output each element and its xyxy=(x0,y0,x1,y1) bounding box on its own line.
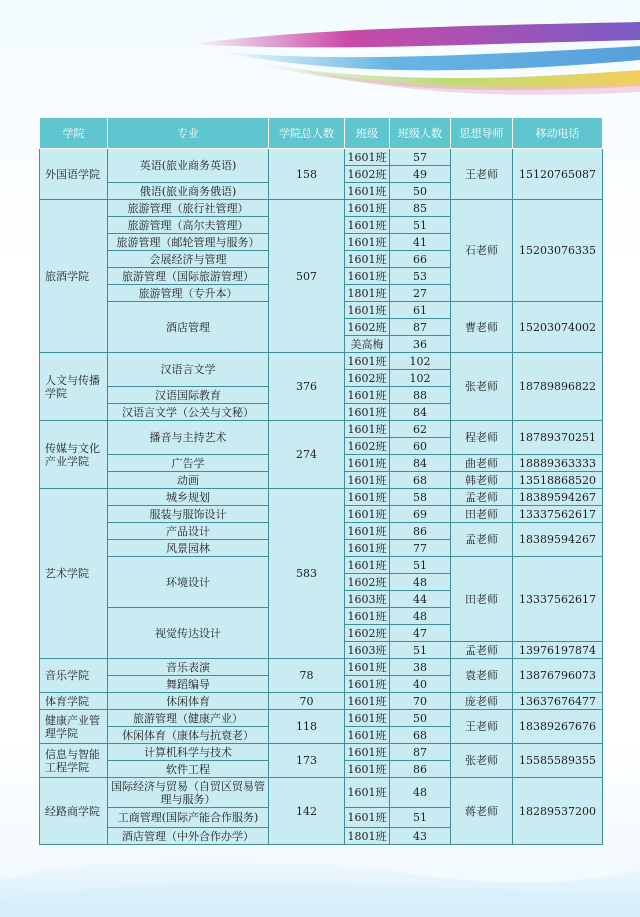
class-size-cell: 87 xyxy=(390,319,451,336)
class-cell: 1601班 xyxy=(345,387,390,404)
class-size-cell: 51 xyxy=(390,642,451,659)
table-row xyxy=(40,778,603,808)
class-cell: 1601班 xyxy=(345,353,390,370)
class-cell: 1601班 xyxy=(345,234,390,251)
class-cell: 1601班 xyxy=(345,761,390,778)
class-cell: 1601班 xyxy=(345,557,390,574)
major-cell: 旅游管理（邮轮管理与服务） xyxy=(108,234,269,251)
class-cell: 1601班 xyxy=(345,268,390,285)
class-cell: 1801班 xyxy=(345,285,390,302)
header-college: 学院 xyxy=(40,118,108,149)
class-size-cell: 62 xyxy=(390,421,451,438)
major-cell: 酒店管理（中外合作办学） xyxy=(108,828,269,845)
phone-cell: 18389594267 xyxy=(513,489,603,506)
class-cell: 1601班 xyxy=(345,183,390,200)
class-size-cell: 77 xyxy=(390,540,451,557)
major-cell: 休闲体育 xyxy=(108,693,269,710)
class-cell: 1602班 xyxy=(345,438,390,455)
advisor-cell: 袁老师 xyxy=(451,659,513,693)
class-cell: 1601班 xyxy=(345,778,390,808)
major-cell: 动画 xyxy=(108,472,269,489)
class-size-cell: 48 xyxy=(390,778,451,808)
class-cell: 1601班 xyxy=(345,200,390,217)
class-cell: 1801班 xyxy=(345,828,390,845)
major-cell: 工商管理(国际产能合作服务) xyxy=(108,808,269,828)
class-cell: 1601班 xyxy=(345,540,390,557)
class-cell: 1601班 xyxy=(345,693,390,710)
table-row xyxy=(40,421,603,438)
major-cell: 环境设计 xyxy=(108,557,269,608)
class-cell: 1601班 xyxy=(345,506,390,523)
major-cell: 计算机科学与技术 xyxy=(108,744,269,761)
college-total-cell: 118 xyxy=(269,710,345,744)
class-size-cell: 87 xyxy=(390,744,451,761)
table-row xyxy=(40,149,603,166)
header-class-size: 班级人数 xyxy=(390,118,451,149)
advisor-cell: 庞老师 xyxy=(451,693,513,710)
class-size-cell: 85 xyxy=(390,200,451,217)
class-cell: 1601班 xyxy=(345,472,390,489)
table-row xyxy=(40,659,603,676)
header-phone: 移动电话 xyxy=(513,118,603,149)
major-cell: 汉语言文学 xyxy=(108,353,269,387)
table-row xyxy=(40,200,603,217)
class-cell: 1601班 xyxy=(345,659,390,676)
major-cell: 广告学 xyxy=(108,455,269,472)
college-total-cell: 583 xyxy=(269,489,345,659)
class-size-cell: 68 xyxy=(390,727,451,744)
class-size-cell: 51 xyxy=(390,217,451,234)
class-cell: 1601班 xyxy=(345,217,390,234)
major-cell: 软件工程 xyxy=(108,761,269,778)
class-cell: 1603班 xyxy=(345,591,390,608)
college-cell: 传媒与文化产业学院 xyxy=(40,421,108,489)
class-size-cell: 70 xyxy=(390,693,451,710)
advisor-cell: 王老师 xyxy=(451,710,513,744)
class-cell: 1602班 xyxy=(345,574,390,591)
advisor-cell: 王老师 xyxy=(451,149,513,200)
phone-cell: 18789370251 xyxy=(513,421,603,455)
major-cell: 舞蹈编导 xyxy=(108,676,269,693)
class-size-cell: 68 xyxy=(390,472,451,489)
phone-cell: 13976197874 xyxy=(513,642,603,659)
class-size-cell: 50 xyxy=(390,183,451,200)
class-size-cell: 36 xyxy=(390,336,451,353)
class-size-cell: 43 xyxy=(390,828,451,845)
table-row xyxy=(40,744,603,761)
college-total-cell: 70 xyxy=(269,693,345,710)
major-cell: 汉语国际教育 xyxy=(108,387,269,404)
class-size-cell: 53 xyxy=(390,268,451,285)
class-cell: 美高梅 xyxy=(345,336,390,353)
advisor-cell: 韩老师 xyxy=(451,472,513,489)
class-size-cell: 50 xyxy=(390,710,451,727)
class-cell: 1601班 xyxy=(345,404,390,421)
phone-cell: 18289537200 xyxy=(513,778,603,845)
college-cell: 健康产业管理学院 xyxy=(40,710,108,744)
class-size-cell: 41 xyxy=(390,234,451,251)
class-cell: 1602班 xyxy=(345,625,390,642)
class-size-cell: 61 xyxy=(390,302,451,319)
class-cell: 1601班 xyxy=(345,489,390,506)
major-cell: 风景园林 xyxy=(108,540,269,557)
advisor-cell: 张老师 xyxy=(451,744,513,778)
table-header-row xyxy=(40,118,603,149)
major-cell: 旅游管理（专升本） xyxy=(108,285,269,302)
class-cell: 1603班 xyxy=(345,642,390,659)
major-cell: 休闲体育（康体与抗衰老） xyxy=(108,727,269,744)
major-cell: 播音与主持艺术 xyxy=(108,421,269,455)
class-size-cell: 57 xyxy=(390,149,451,166)
major-cell: 会展经济与管理 xyxy=(108,251,269,268)
major-cell: 旅游管理（高尔夫管理） xyxy=(108,217,269,234)
college-cell: 外国语学院 xyxy=(40,149,108,200)
table-row xyxy=(40,693,603,710)
college-cell: 艺术学院 xyxy=(40,489,108,659)
phone-cell: 15120765087 xyxy=(513,149,603,200)
class-size-cell: 66 xyxy=(390,251,451,268)
class-cell: 1602班 xyxy=(345,319,390,336)
class-size-cell: 84 xyxy=(390,455,451,472)
major-cell: 旅游管理（健康产业） xyxy=(108,710,269,727)
class-size-cell: 86 xyxy=(390,761,451,778)
class-size-cell: 102 xyxy=(390,370,451,387)
class-size-cell: 48 xyxy=(390,608,451,625)
class-roster-table xyxy=(39,117,603,845)
class-cell: 1601班 xyxy=(345,744,390,761)
major-cell: 视觉传达设计 xyxy=(108,608,269,659)
advisor-cell: 孟老师 xyxy=(451,489,513,506)
advisor-cell: 田老师 xyxy=(451,557,513,642)
class-size-cell: 102 xyxy=(390,353,451,370)
advisor-cell: 张老师 xyxy=(451,353,513,421)
phone-cell: 15585589355 xyxy=(513,744,603,778)
major-cell: 俄语(旅业商务俄语) xyxy=(108,183,269,200)
table-row xyxy=(40,353,603,370)
college-cell: 旅酒学院 xyxy=(40,200,108,353)
major-cell: 汉语言文学（公关与文秘） xyxy=(108,404,269,421)
advisor-cell: 程老师 xyxy=(451,421,513,455)
class-size-cell: 38 xyxy=(390,659,451,676)
table-row xyxy=(40,489,603,506)
advisor-cell: 田老师 xyxy=(451,506,513,523)
major-cell: 旅游管理（旅行社管理） xyxy=(108,200,269,217)
major-cell: 旅游管理（国际旅游管理） xyxy=(108,268,269,285)
class-cell: 1601班 xyxy=(345,727,390,744)
college-total-cell: 158 xyxy=(269,149,345,200)
phone-cell: 18789896822 xyxy=(513,353,603,421)
class-cell: 1601班 xyxy=(345,149,390,166)
class-cell: 1601班 xyxy=(345,523,390,540)
header-college-total: 学院总人数 xyxy=(269,118,345,149)
header-major: 专业 xyxy=(108,118,269,149)
class-size-cell: 49 xyxy=(390,166,451,183)
class-cell: 1601班 xyxy=(345,302,390,319)
header-class: 班级 xyxy=(345,118,390,149)
class-cell: 1601班 xyxy=(345,676,390,693)
advisor-cell: 孟老师 xyxy=(451,523,513,557)
class-size-cell: 51 xyxy=(390,808,451,828)
class-cell: 1601班 xyxy=(345,608,390,625)
class-cell: 1601班 xyxy=(345,808,390,828)
college-cell: 体育学院 xyxy=(40,693,108,710)
class-size-cell: 60 xyxy=(390,438,451,455)
class-cell: 1601班 xyxy=(345,455,390,472)
advisor-cell: 孟老师 xyxy=(451,642,513,659)
college-cell: 信息与智能工程学院 xyxy=(40,744,108,778)
college-cell: 经路商学院 xyxy=(40,778,108,845)
class-size-cell: 44 xyxy=(390,591,451,608)
class-size-cell: 51 xyxy=(390,557,451,574)
advisor-cell: 蒋老师 xyxy=(451,778,513,845)
class-cell: 1602班 xyxy=(345,370,390,387)
advisor-cell: 曹老师 xyxy=(451,302,513,353)
major-cell: 英语(旅业商务英语) xyxy=(108,149,269,183)
major-cell: 服装与服饰设计 xyxy=(108,506,269,523)
table-row xyxy=(40,710,603,727)
phone-cell: 15203076335 xyxy=(513,200,603,302)
phone-cell: 15203074002 xyxy=(513,302,603,353)
class-size-cell: 40 xyxy=(390,676,451,693)
college-total-cell: 376 xyxy=(269,353,345,421)
phone-cell: 13337562617 xyxy=(513,506,603,523)
phone-cell: 13337562617 xyxy=(513,557,603,642)
college-cell: 音乐学院 xyxy=(40,659,108,693)
class-size-cell: 47 xyxy=(390,625,451,642)
major-cell: 音乐表演 xyxy=(108,659,269,676)
college-total-cell: 507 xyxy=(269,200,345,353)
phone-cell: 18389267676 xyxy=(513,710,603,744)
class-size-cell: 88 xyxy=(390,387,451,404)
college-total-cell: 274 xyxy=(269,421,345,489)
phone-cell: 18389594267 xyxy=(513,523,603,557)
major-cell: 酒店管理 xyxy=(108,302,269,353)
phone-cell: 13876796073 xyxy=(513,659,603,693)
class-size-cell: 27 xyxy=(390,285,451,302)
class-size-cell: 58 xyxy=(390,489,451,506)
class-cell: 1601班 xyxy=(345,251,390,268)
class-size-cell: 48 xyxy=(390,574,451,591)
major-cell: 城乡规划 xyxy=(108,489,269,506)
class-cell: 1601班 xyxy=(345,421,390,438)
header-advisor: 思想导师 xyxy=(451,118,513,149)
class-cell: 1602班 xyxy=(345,166,390,183)
class-size-cell: 86 xyxy=(390,523,451,540)
college-cell: 人文与传播学院 xyxy=(40,353,108,421)
college-total-cell: 173 xyxy=(269,744,345,778)
phone-cell: 13518868520 xyxy=(513,472,603,489)
phone-cell: 18889363333 xyxy=(513,455,603,472)
college-total-cell: 78 xyxy=(269,659,345,693)
advisor-cell: 曲老师 xyxy=(451,455,513,472)
class-size-cell: 84 xyxy=(390,404,451,421)
advisor-cell: 石老师 xyxy=(451,200,513,302)
major-cell: 国际经济与贸易（自贸区贸易管理与服务） xyxy=(108,778,269,808)
college-total-cell: 142 xyxy=(269,778,345,845)
class-size-cell: 69 xyxy=(390,506,451,523)
phone-cell: 13637676477 xyxy=(513,693,603,710)
class-cell: 1601班 xyxy=(345,710,390,727)
major-cell: 产品设计 xyxy=(108,523,269,540)
